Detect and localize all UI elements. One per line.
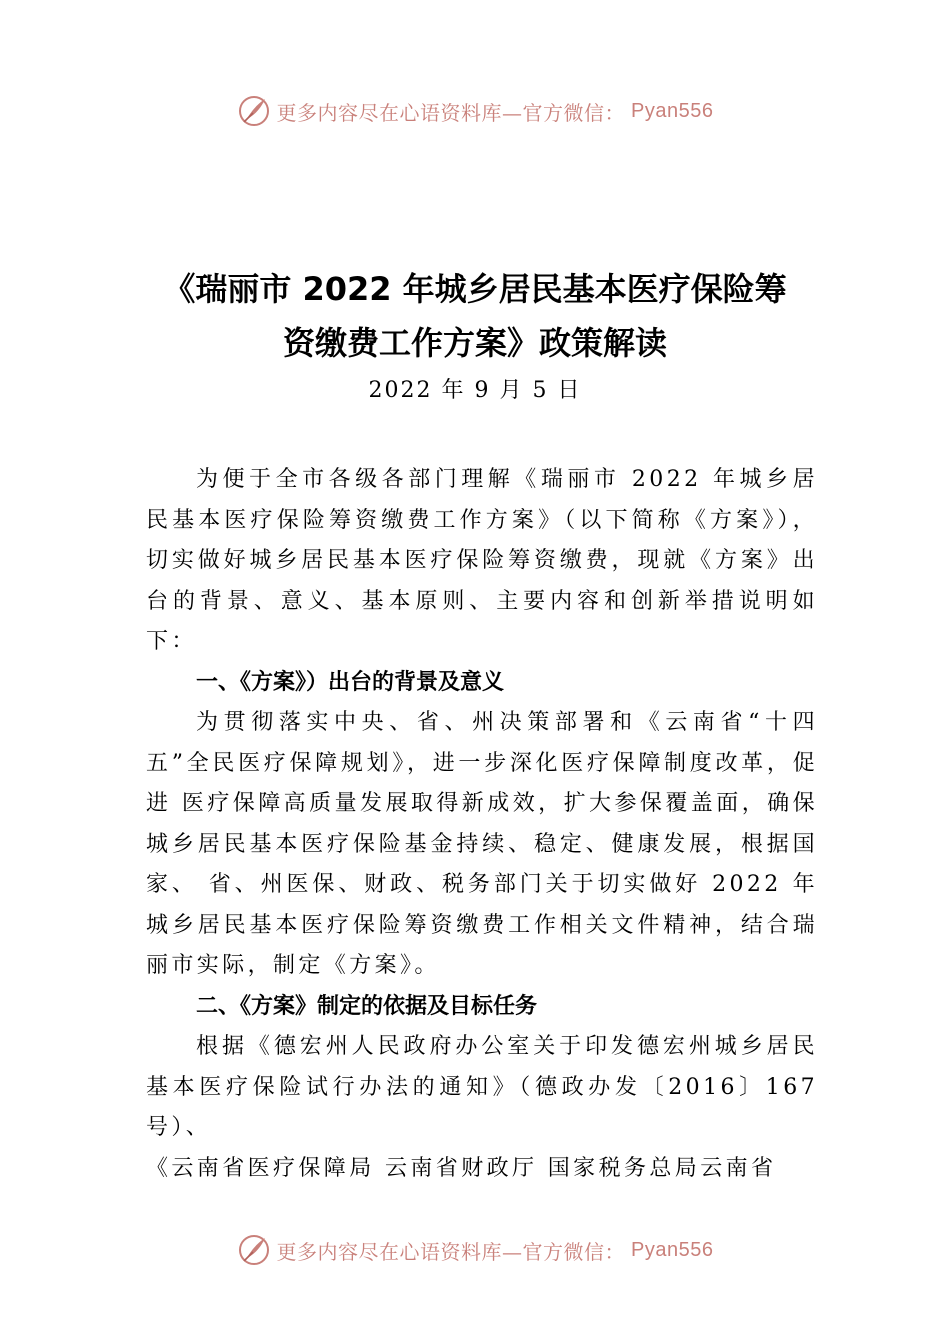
document-title <box>0 262 950 370</box>
section-2-continuation: 《云南省医疗保障局 云南省财政厅 国家税务总局云南省 <box>146 1155 777 1181</box>
watermark-header <box>0 94 950 128</box>
section-1-heading: 一、《方案》）出台的背景及意义 <box>196 669 505 695</box>
watermark-footer <box>0 1233 950 1267</box>
title-line-1: 《瑞丽市 2022 年城乡居民基本医疗保险筹 <box>163 270 787 308</box>
document-body <box>146 460 818 1189</box>
feather-quill-icon <box>237 1233 271 1267</box>
title-line-2: 资缴费工作方案》政策解读 <box>282 324 667 362</box>
section-2-paragraph: 根据《德宏州人民政府办公室关于印发德宏州城乡居民基本医疗保险试行办法的通知》（德政办发〔2016〕167号）、 <box>146 1034 818 1140</box>
section-1-paragraph: 为贯彻落实中央、省、州决策部署和《云南省“十四五”全民医疗保障规划》，进一步深化医疗保障制度改革，促进 医疗保障高质量发展取得新成效，扩大参保覆盖面，确保城乡居民基本医疗保险基金持续、稳定、健康发展，根据国家、 省、州医保、财政、税务部门关于切实做好 2022 年城乡居民基本医疗保险筹资缴费工作相关文件精神，结合瑞丽市实际，制定《方案》。 <box>146 710 818 978</box>
watermark-wechat-id: Pyan556 <box>631 99 714 122</box>
feather-quill-icon <box>237 94 271 128</box>
section-2-heading: 二、《方案》制定的依据及目标任务 <box>196 993 538 1019</box>
watermark-wechat-id: Pyan556 <box>631 1238 714 1261</box>
watermark-text: 更多内容尽在心语资料库—官方微信： <box>276 1239 626 1264</box>
intro-paragraph: 为便于全市各级各部门理解《瑞丽市 2022 年城乡居民基本医疗保险筹资缴费工作方案》（以下简称《方案》），切实做好城乡居民基本医疗保险筹资缴费，现就《方案》出台的背景、意义、基本原则、主要内容和创新举措说明如下： <box>146 467 818 654</box>
watermark-text: 更多内容尽在心语资料库—官方微信： <box>276 100 626 125</box>
document-date: 2022 年 9 月 5 日 <box>368 378 582 403</box>
